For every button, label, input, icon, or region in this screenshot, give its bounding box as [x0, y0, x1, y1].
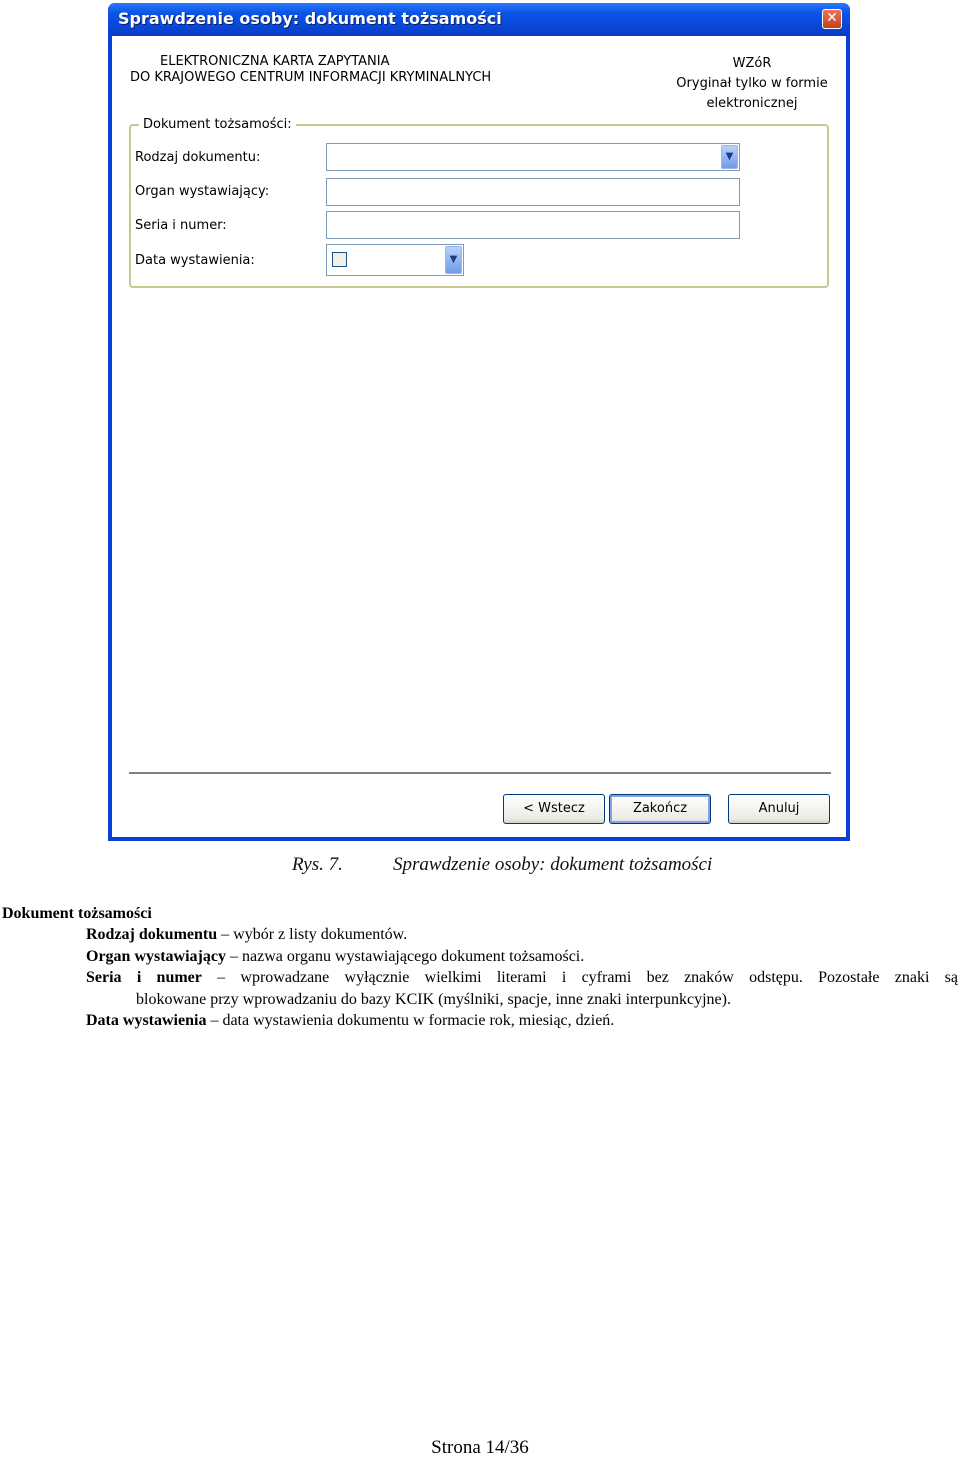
definition-document-type [86, 924, 407, 945]
chevron-down-icon[interactable]: ▼ [445, 246, 462, 274]
figure-caption: Sprawdzenie osoby: dokument tożsamości [393, 854, 713, 875]
group-legend: Dokument tożsamości: [139, 117, 296, 132]
definition-issue-date [86, 1010, 614, 1031]
template-label: WZóR [732, 56, 772, 71]
form-header-left [130, 54, 491, 86]
form-header-right [667, 54, 837, 114]
issue-date-label: Data wystawienia: [135, 253, 255, 268]
dialog-client-area [112, 36, 846, 837]
description: – wprowadzane wyłącznie wielkimi literami i cyframi bez znaków odstępu. Pozostałe znaki są [201, 969, 958, 986]
section-heading-text: Dokument tożsamości [2, 905, 152, 922]
form-header-line1: ELEKTRONICZNA KARTA ZAPYTANIA [160, 54, 390, 69]
term: Organ wystawiający [86, 948, 226, 965]
page-number: Strona 14/36 [431, 1437, 529, 1458]
form-header-line2: DO KRAJOWEGO CENTRUM INFORMACJI KRYMINALNYCH [130, 70, 492, 85]
window-title: Sprawdzenie osoby: dokument tożsamości [118, 9, 502, 28]
issuing-authority-input[interactable] [326, 178, 740, 206]
figure-number: Rys. 7. [292, 854, 343, 875]
series-number-label: Seria i numer: [135, 218, 227, 233]
issuing-authority-label: Organ wystawiający: [135, 184, 270, 199]
original-note-line1: Oryginał tylko w formie [676, 76, 828, 91]
term: Data wystawienia [86, 1012, 207, 1029]
term: Rodzaj dokumentu [86, 926, 218, 943]
description: – data wystawienia dokumentu w formacie rok, miesiąc, dzień. [206, 1012, 615, 1029]
definition-series-number [86, 967, 958, 988]
close-icon[interactable]: ✕ [822, 9, 842, 29]
definition-issuing-authority [86, 946, 584, 967]
dialog-window [108, 3, 850, 841]
chevron-down-icon[interactable]: ▼ [721, 145, 738, 169]
issue-date-checkbox[interactable] [332, 252, 347, 267]
description: blokowane przy wprowadzaniu do bazy KCIK (myślniki, spacje, inne znaki interpunkcyjne). [136, 991, 731, 1008]
separator-line [129, 772, 831, 775]
term: Seria i numer [86, 969, 202, 986]
finish-button[interactable]: Zakończ [609, 794, 711, 824]
document-type-label: Rodzaj dokumentu: [135, 150, 261, 165]
document-type-select[interactable] [326, 143, 740, 171]
cancel-button[interactable]: Anuluj [728, 794, 830, 824]
series-number-input[interactable] [326, 211, 740, 239]
issue-date-picker[interactable] [326, 244, 464, 276]
description: – wybór z listy dokumentów. [217, 926, 408, 943]
section-heading [2, 903, 152, 924]
identity-document-group [129, 117, 829, 288]
title-bar[interactable] [108, 3, 850, 36]
definition-series-number-continued [136, 989, 731, 1010]
back-button[interactable]: < Wstecz [503, 794, 605, 824]
original-note-line2: elektronicznej [706, 96, 798, 111]
description: – nazwa organu wystawiającego dokument tożsamości. [225, 948, 585, 965]
